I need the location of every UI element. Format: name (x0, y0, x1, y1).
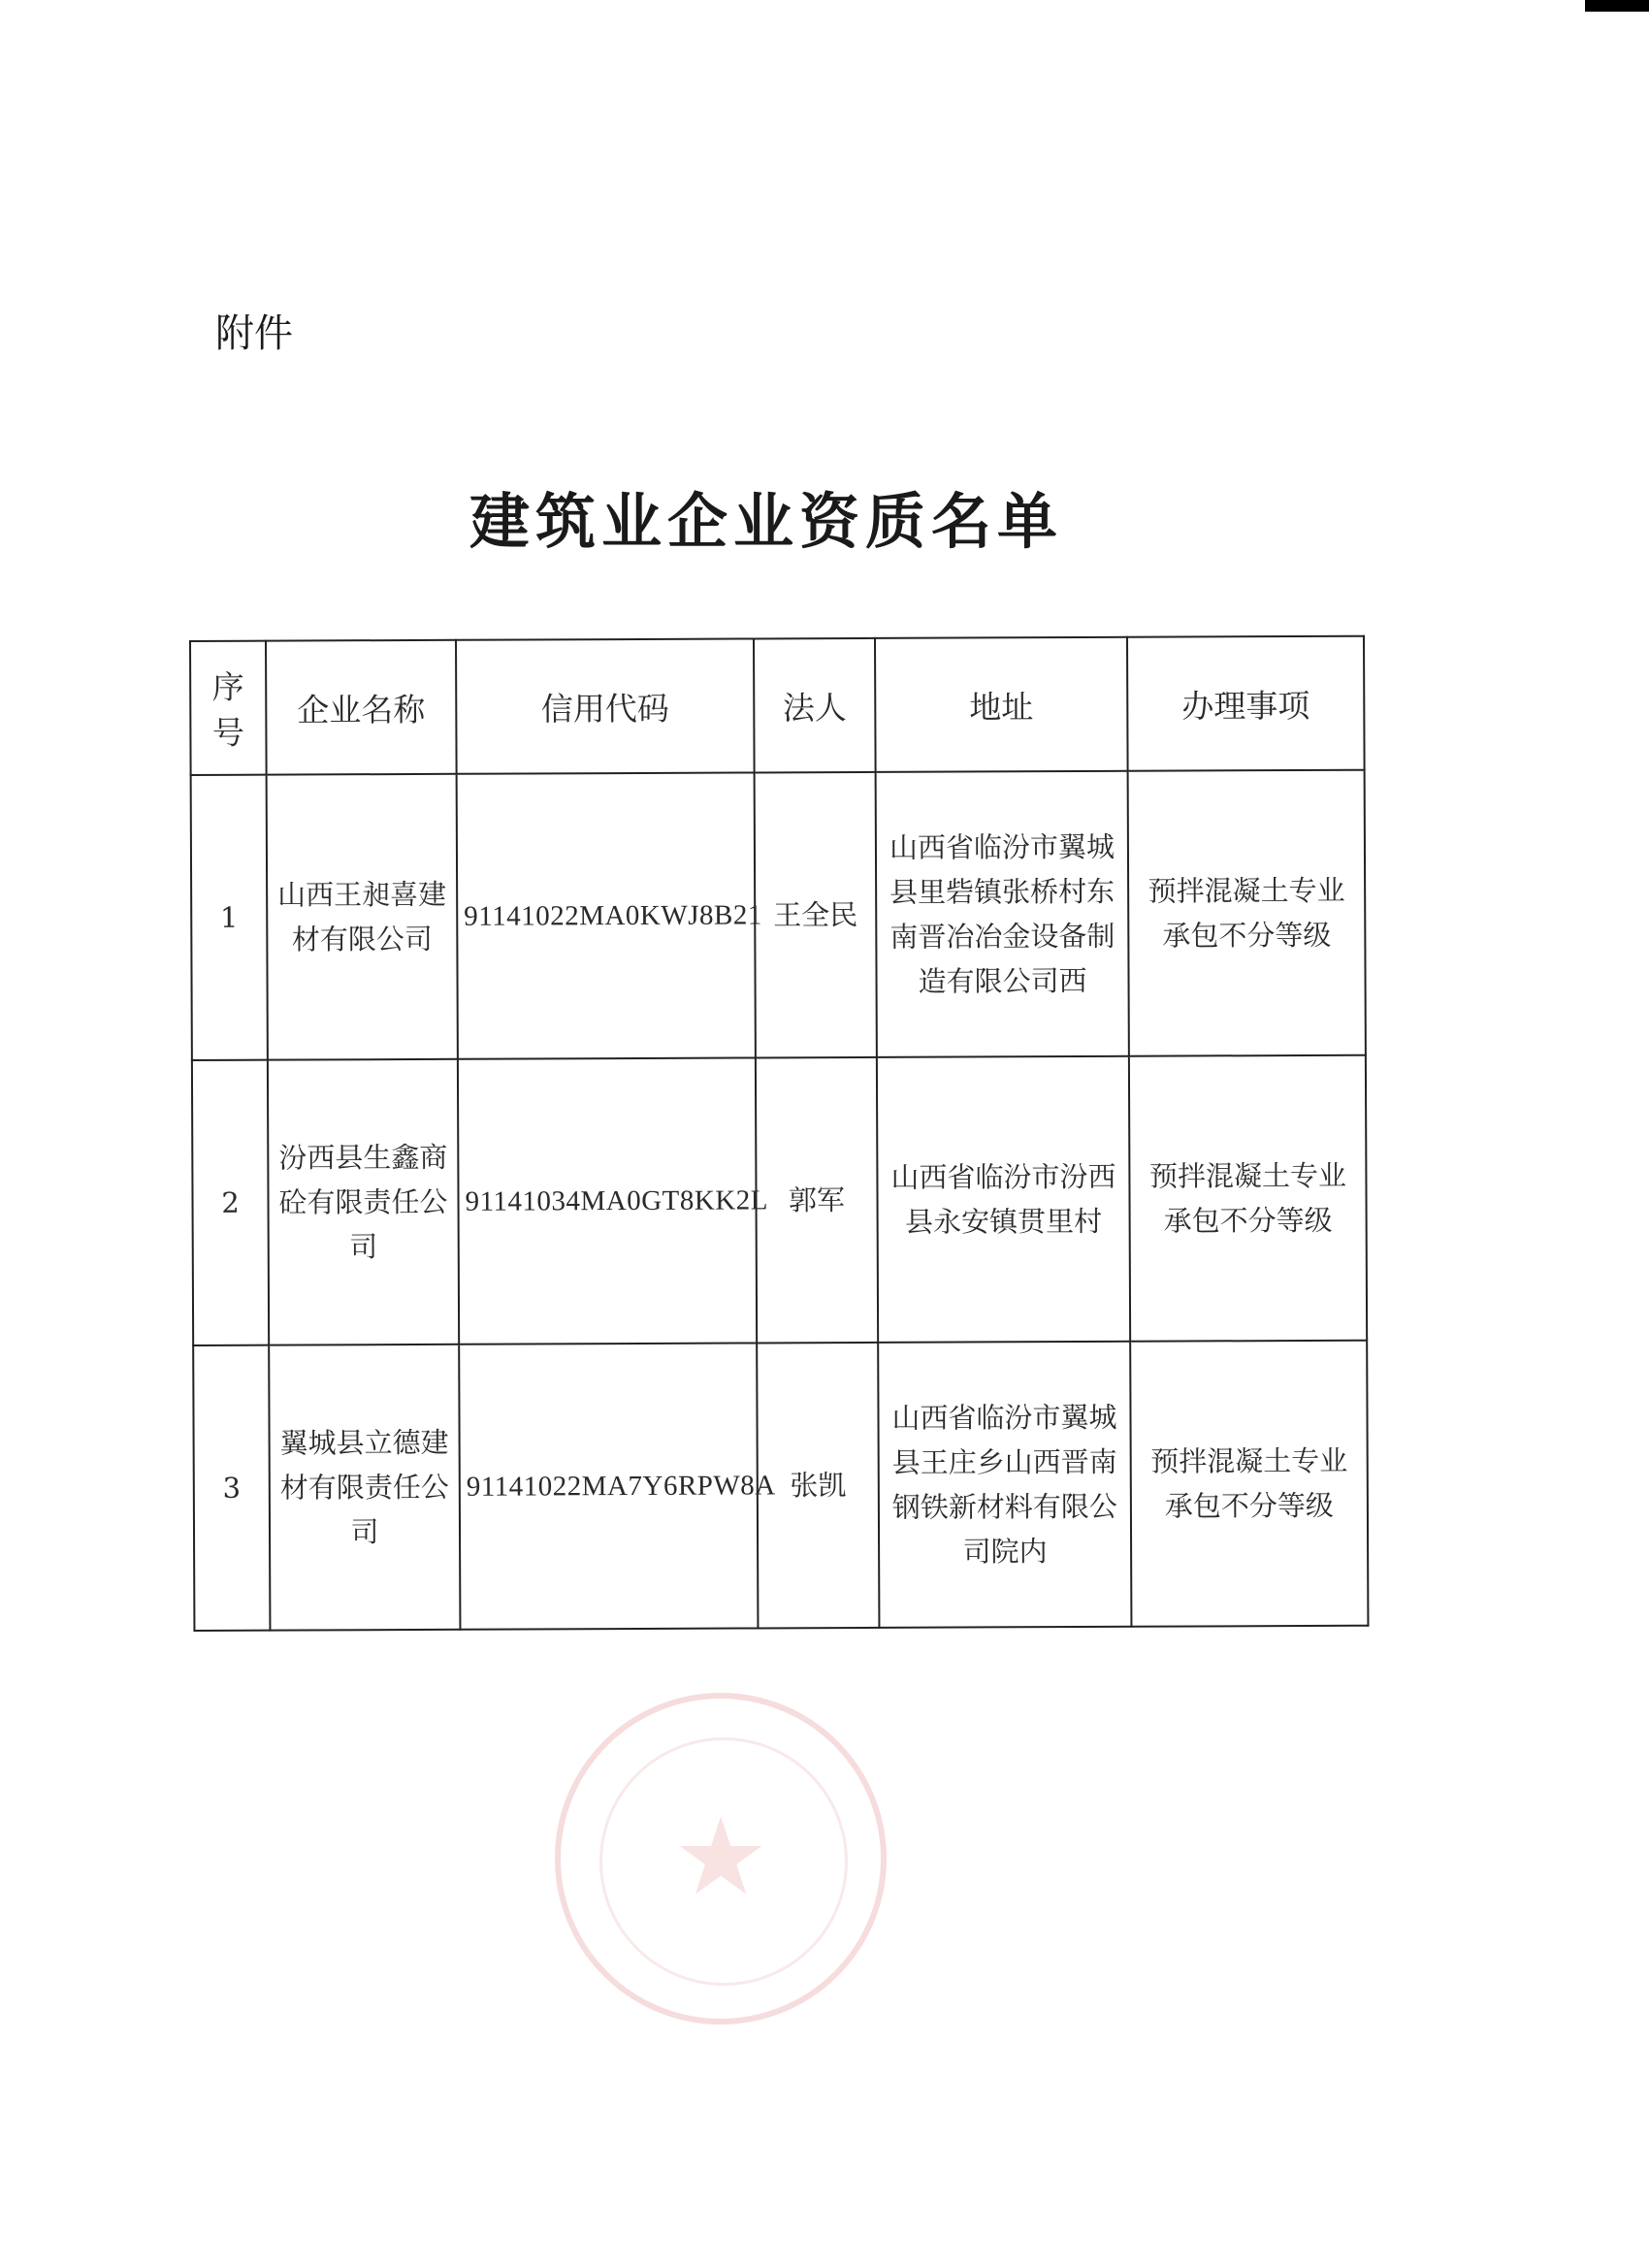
cell-credit-code: 91141034MA0GT8KK2L (458, 1057, 757, 1344)
cell-credit-code: 91141022MA0KWJ8B21 (457, 772, 756, 1058)
cell-address: 山西省临汾市翼城县里砦镇张桥村东南晋冶冶金设备制造有限公司西 (876, 771, 1129, 1057)
cell-seq: 2 (192, 1060, 269, 1345)
cell-legal-person: 张凯 (757, 1343, 879, 1629)
cell-matter: 预拌混凝土专业承包不分等级 (1130, 1341, 1368, 1627)
table-row (193, 1341, 1368, 1631)
document-title: 建筑业企业资质名单 (469, 486, 1063, 557)
header-legal-person: 法人 (754, 638, 876, 773)
cell-matter: 预拌混凝土专业承包不分等级 (1128, 770, 1366, 1056)
cell-credit-code: 91141022MA7Y6RPW8A (459, 1343, 758, 1629)
seal-star-icon: ★ (672, 1795, 769, 1919)
header-credit-code: 信用代码 (456, 638, 755, 773)
cell-matter: 预拌混凝土专业承包不分等级 (1129, 1055, 1367, 1342)
header-matter: 办理事项 (1127, 636, 1365, 771)
cell-company: 翼城县立德建材有限责任公司 (269, 1345, 460, 1631)
header-address: 地址 (875, 637, 1128, 772)
qualification-table (189, 635, 1369, 1632)
scan-corner-mark (1585, 0, 1649, 12)
cell-legal-person: 郭军 (756, 1057, 878, 1344)
cell-company: 山西王昶喜建材有限公司 (267, 774, 458, 1060)
cell-address: 山西省临汾市翼城县王庄乡山西晋南钢铁新材料有限公司院内 (878, 1342, 1131, 1628)
table-header-row (190, 636, 1365, 775)
table-row (191, 770, 1366, 1060)
attachment-label: 附件 (215, 311, 293, 356)
cell-address: 山西省临汾市汾西县永安镇贯里村 (877, 1056, 1130, 1343)
header-seq: 序号 (190, 641, 267, 775)
cell-seq: 1 (191, 775, 268, 1060)
official-seal (555, 1693, 887, 2025)
cell-company: 汾西县生鑫商砼有限责任公司 (268, 1059, 459, 1345)
table-row (192, 1055, 1367, 1345)
cell-seq: 3 (193, 1345, 270, 1631)
header-company: 企业名称 (266, 640, 457, 775)
cell-legal-person: 王全民 (755, 772, 877, 1058)
